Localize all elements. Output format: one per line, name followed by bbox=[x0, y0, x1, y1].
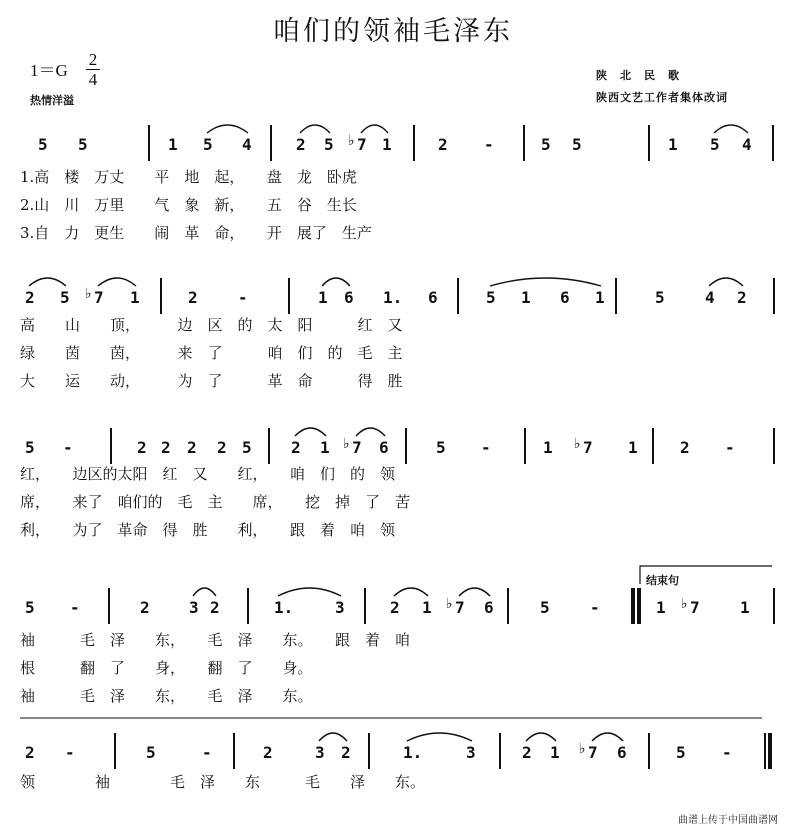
note: 6 bbox=[484, 598, 494, 617]
note: 1 bbox=[543, 438, 553, 457]
barline bbox=[523, 125, 525, 161]
barline bbox=[233, 733, 235, 769]
barline bbox=[364, 588, 366, 624]
lyric-line: 高 山 顶， 边 区 的 太 阳 红 又 bbox=[20, 316, 403, 334]
slur bbox=[278, 588, 341, 596]
note: 3 bbox=[189, 598, 199, 617]
slur bbox=[29, 278, 66, 286]
note: 3 bbox=[315, 743, 325, 762]
note: 1. bbox=[383, 288, 403, 307]
note: 5 bbox=[710, 135, 720, 154]
flat-sign: ♭ bbox=[579, 741, 586, 757]
note: 5 bbox=[203, 135, 213, 154]
note: 2 bbox=[210, 598, 220, 617]
note: 1 bbox=[668, 135, 678, 154]
note: 5 bbox=[655, 288, 665, 307]
barline bbox=[524, 428, 526, 464]
note: 1 bbox=[130, 288, 140, 307]
note: 5 bbox=[486, 288, 496, 307]
origin-credit: 陕 北 民 歌 bbox=[596, 69, 680, 82]
barline bbox=[114, 733, 116, 769]
slur bbox=[714, 125, 748, 133]
slur bbox=[207, 125, 248, 133]
time-signature-bottom: 4 bbox=[86, 69, 100, 89]
tempo-marking: 热情洋溢 bbox=[30, 94, 74, 107]
lyricist-credit: 陕西文艺工作者集体改词 bbox=[596, 91, 728, 104]
slur bbox=[356, 428, 385, 436]
note: 1 bbox=[382, 135, 392, 154]
note: - bbox=[65, 743, 75, 762]
note: 2 bbox=[263, 743, 273, 762]
thick-barline bbox=[637, 588, 641, 624]
flat-sign: ♭ bbox=[681, 596, 688, 612]
lyric-line: 绿 茵 茵， 来 了 咱 们 的 毛 主 bbox=[20, 344, 403, 362]
note: - bbox=[484, 135, 494, 154]
lyric-line: 席， 来了 咱们的 毛 主 席， 挖 掉 了 苦 bbox=[20, 493, 411, 511]
note: 1 bbox=[740, 598, 750, 617]
note: 2 bbox=[25, 288, 35, 307]
note: 2 bbox=[680, 438, 690, 457]
barline bbox=[288, 278, 290, 314]
time-signature-top: 2 bbox=[88, 50, 98, 69]
note: 2 bbox=[187, 438, 197, 457]
slur bbox=[322, 278, 350, 286]
note: 7 bbox=[455, 598, 465, 617]
lyric-line: 利， 为了 革命 得 胜 利， 跟 着 咱 领 bbox=[20, 521, 396, 539]
barline bbox=[110, 428, 112, 464]
note: 1 bbox=[318, 288, 328, 307]
barline bbox=[648, 733, 650, 769]
barline bbox=[773, 428, 775, 464]
lyric-line: 2.山 川 万里 气 象 新， 五 谷 生长 bbox=[20, 196, 357, 214]
slur bbox=[490, 278, 601, 286]
footer-watermark: 曲谱上传于中国曲谱网 bbox=[678, 815, 778, 826]
note: 1 bbox=[521, 288, 531, 307]
note: 1. bbox=[403, 743, 423, 762]
note: 2 bbox=[737, 288, 747, 307]
note: 5 bbox=[540, 598, 550, 617]
barline bbox=[499, 733, 501, 769]
barline bbox=[773, 278, 775, 314]
note: 3 bbox=[466, 743, 476, 762]
flat-sign: ♭ bbox=[446, 596, 453, 612]
note: 7 bbox=[357, 135, 367, 154]
slur bbox=[300, 125, 330, 133]
note: - bbox=[70, 598, 80, 617]
note: 2 bbox=[341, 743, 351, 762]
flat-sign: ♭ bbox=[348, 133, 355, 149]
note: 5 bbox=[25, 598, 35, 617]
note: 1 bbox=[550, 743, 560, 762]
barline bbox=[270, 125, 272, 161]
flat-sign: ♭ bbox=[85, 286, 92, 302]
note: 5 bbox=[146, 743, 156, 762]
slur bbox=[319, 733, 347, 741]
note: 7 bbox=[352, 438, 362, 457]
note: 1 bbox=[595, 288, 605, 307]
note: 4 bbox=[242, 135, 252, 154]
note: 6 bbox=[428, 288, 438, 307]
note: 5 bbox=[78, 135, 88, 154]
note: 6 bbox=[617, 743, 627, 762]
note: - bbox=[202, 743, 212, 762]
note: 2 bbox=[25, 743, 35, 762]
note: 1 bbox=[320, 438, 330, 457]
lyric-line: 袖 毛 泽 东， 毛 泽 东。 bbox=[20, 687, 313, 705]
note: 7 bbox=[690, 598, 700, 617]
flat-sign: ♭ bbox=[574, 436, 581, 452]
barline bbox=[148, 125, 150, 161]
note: 1 bbox=[628, 438, 638, 457]
note: 2 bbox=[161, 438, 171, 457]
note: - bbox=[725, 438, 735, 457]
barline bbox=[773, 588, 775, 624]
note: 5 bbox=[436, 438, 446, 457]
note: 2 bbox=[137, 438, 147, 457]
note: 5 bbox=[324, 135, 334, 154]
note: 2 bbox=[291, 438, 301, 457]
note: 1. bbox=[274, 598, 294, 617]
note: 5 bbox=[25, 438, 35, 457]
slur bbox=[193, 588, 216, 596]
barline bbox=[764, 733, 766, 769]
note: - bbox=[722, 743, 732, 762]
barline bbox=[507, 588, 509, 624]
barline bbox=[772, 125, 774, 161]
note: 5 bbox=[541, 135, 551, 154]
barline bbox=[615, 278, 617, 314]
note: 6 bbox=[560, 288, 570, 307]
note: - bbox=[63, 438, 73, 457]
note: - bbox=[590, 598, 600, 617]
song-title: 咱们的领袖毛泽东 bbox=[273, 16, 513, 47]
lyric-line: 红， 边区的太阳 红 又 红， 咱 们 的 领 bbox=[20, 465, 396, 483]
slur bbox=[407, 733, 472, 741]
barline bbox=[368, 733, 370, 769]
slur bbox=[592, 733, 623, 741]
ending-label: 结束句 bbox=[646, 574, 679, 587]
note: 2 bbox=[140, 598, 150, 617]
note: 5 bbox=[38, 135, 48, 154]
barline bbox=[247, 588, 249, 624]
barline bbox=[405, 428, 407, 464]
note: 2 bbox=[296, 135, 306, 154]
note: 2 bbox=[188, 288, 198, 307]
barline bbox=[413, 125, 415, 161]
note: 2 bbox=[522, 743, 532, 762]
note: 7 bbox=[588, 743, 598, 762]
slur bbox=[295, 428, 326, 436]
note: 5 bbox=[242, 438, 252, 457]
slur bbox=[98, 278, 136, 286]
note: 1 bbox=[168, 135, 178, 154]
note: 4 bbox=[705, 288, 715, 307]
note: 7 bbox=[94, 288, 104, 307]
note: - bbox=[481, 438, 491, 457]
barline bbox=[108, 588, 110, 624]
lyric-line: 3.自 力 更生 闹 革 命， 开 展了 生产 bbox=[20, 224, 372, 242]
lyric-line: 领 袖 毛 泽 东 毛 泽 东。 bbox=[20, 773, 426, 791]
barline bbox=[160, 278, 162, 314]
note: 1 bbox=[422, 598, 432, 617]
slur bbox=[709, 278, 743, 286]
slur bbox=[394, 588, 428, 596]
note: 3 bbox=[335, 598, 345, 617]
note: 6 bbox=[344, 288, 354, 307]
note: - bbox=[238, 288, 248, 307]
slur bbox=[459, 588, 490, 596]
lyric-line: 1.高 楼 万丈 平 地 起， 盘 龙 卧虎 bbox=[20, 168, 357, 186]
lyric-line: 大 运 动， 为 了 革 命 得 胜 bbox=[20, 372, 403, 390]
lyric-line: 袖 毛 泽 东， 毛 泽 东。 跟 着 咱 bbox=[20, 631, 411, 649]
note: 5 bbox=[676, 743, 686, 762]
note: 6 bbox=[379, 438, 389, 457]
note: 4 bbox=[742, 135, 752, 154]
barline bbox=[268, 428, 270, 464]
thick-barline bbox=[768, 733, 772, 769]
barline bbox=[648, 125, 650, 161]
note: 2 bbox=[438, 135, 448, 154]
barline bbox=[457, 278, 459, 314]
note: 1 bbox=[656, 598, 666, 617]
slur bbox=[361, 125, 388, 133]
note: 2 bbox=[217, 438, 227, 457]
slur bbox=[526, 733, 556, 741]
thick-barline bbox=[631, 588, 635, 624]
note: 7 bbox=[583, 438, 593, 457]
barline bbox=[652, 428, 654, 464]
note: 2 bbox=[390, 598, 400, 617]
flat-sign: ♭ bbox=[343, 436, 350, 452]
note: 5 bbox=[60, 288, 70, 307]
note: 5 bbox=[572, 135, 582, 154]
key-signature: 1＝G bbox=[30, 61, 68, 80]
lyric-line: 根 翻 了 身， 翻 了 身。 bbox=[20, 659, 313, 677]
